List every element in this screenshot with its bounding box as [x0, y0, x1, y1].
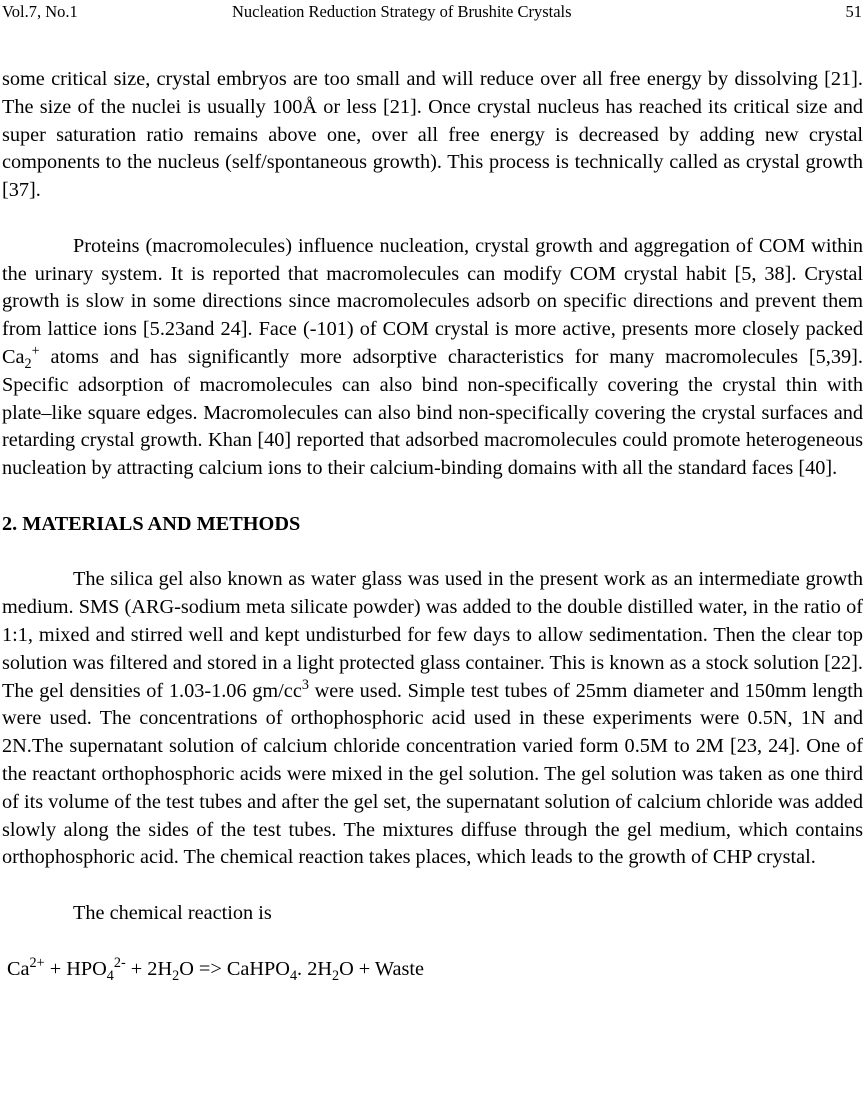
eq-subscript: 4: [289, 967, 298, 984]
paragraph-text: The silica gel also known as water glass was used in the present work as an intermediate growth medium. SMS (ARG-sodium meta silicate powder) was added to the double distilled water, in the ratio of 1:1, mixed and stirred well and kept undisturbed for few days to allow sedimentation. Then the clear top solution was filtered and stored in a light protected glass container. This is known as a stock solution [22]. The gel densities of 1.03-1.06 gm/cc: [2, 568, 863, 702]
subscript: 2: [24, 356, 32, 373]
paragraph-text: were used. Simple test tubes of 25mm diameter and 150mm length were used. The concentrations of orthophosphoric acid used in these experiments were 0.5N, 1N and 2N.The supernatant solution of calcium chloride concentration varied form 0.5M to 2M [23, 24]. One of the reactant orthophosphoric acids were mixed in the gel solution. The gel solution was taken as one third of its volume of the test tubes and after the gel set, the supernatant solution of calcium chloride was added slowly along the sides of the test tubes. The mixtures diffuse through the gel medium, which contains orthophosphoric acid. The chemical reaction takes places, which leads to the growth of CHP crystal.: [2, 679, 863, 869]
eq-charge: 2+: [29, 954, 45, 971]
eq-term: + 2H: [125, 957, 173, 980]
section-heading: 2. MATERIALS AND METHODS: [2, 512, 301, 535]
paragraph-proteins: [2, 233, 863, 483]
eq-charge: 2-: [113, 954, 126, 971]
paragraph-text: Proteins (macromolecules) influence nucleation, crystal growth and aggregation of COM within the urinary system. It is reported that macromolecules can modify COM crystal habit [5, 38]. Crystal growth is slow in some directions since macromolecules adsorb on specific directions and prevent them from lattice ions [5.23and 24]. Face (-101) of COM crystal is more active, presents more closely packed Ca: [2, 234, 863, 368]
eq-term: . 2H: [297, 957, 332, 980]
eq-subscript: 2: [172, 967, 180, 984]
journal-volume: Vol.7, No.1: [2, 2, 78, 21]
page-number: 51: [845, 2, 862, 21]
article-body: [2, 66, 863, 983]
eq-term: Ca: [7, 957, 30, 980]
chemical-equation: [2, 956, 863, 984]
eq-term: O => CaHPO: [179, 957, 290, 980]
paragraph-nucleation: some critical size, crystal embryos are too small and will reduce over all free energy by dissolving [21]. The size of the nuclei is usually 100Å or less [21]. Once crystal nucleus has reached its critical size and super saturation ratio remains above one, over all free energy is decreased by adding new crystal components to the nucleus (self/spontaneous growth). This process is technically called as crystal growth [37].: [2, 68, 863, 202]
eq-term: + HPO: [44, 957, 107, 980]
superscript: +: [31, 343, 40, 360]
paragraph-methods: [2, 566, 863, 872]
paragraph-text: atoms and has significantly more adsorptive characteristics for many macromolecules [5,39]. Specific adsorption of macromolecules can also bind non-specifically covering the crystal thin with plate–like square edges. Macromolecules can also bind non-specifically covering the crystal surfaces and retarding crystal growth. Khan [40] reported that adsorbed macromolecules could promote heterogeneous nucleation by attracting calcium ions to their calcium-binding domains with all the standard faces [40].: [2, 345, 863, 480]
eq-subscript: 4: [106, 967, 114, 984]
running-header: [2, 1, 862, 23]
reaction-intro: The chemical reaction is: [73, 901, 272, 924]
eq-subscript: 2: [331, 967, 340, 984]
running-title: Nucleation Reduction Strategy of Brushite Crystals: [232, 2, 572, 21]
eq-term: O + Waste: [339, 957, 424, 980]
superscript: 3: [301, 676, 309, 693]
